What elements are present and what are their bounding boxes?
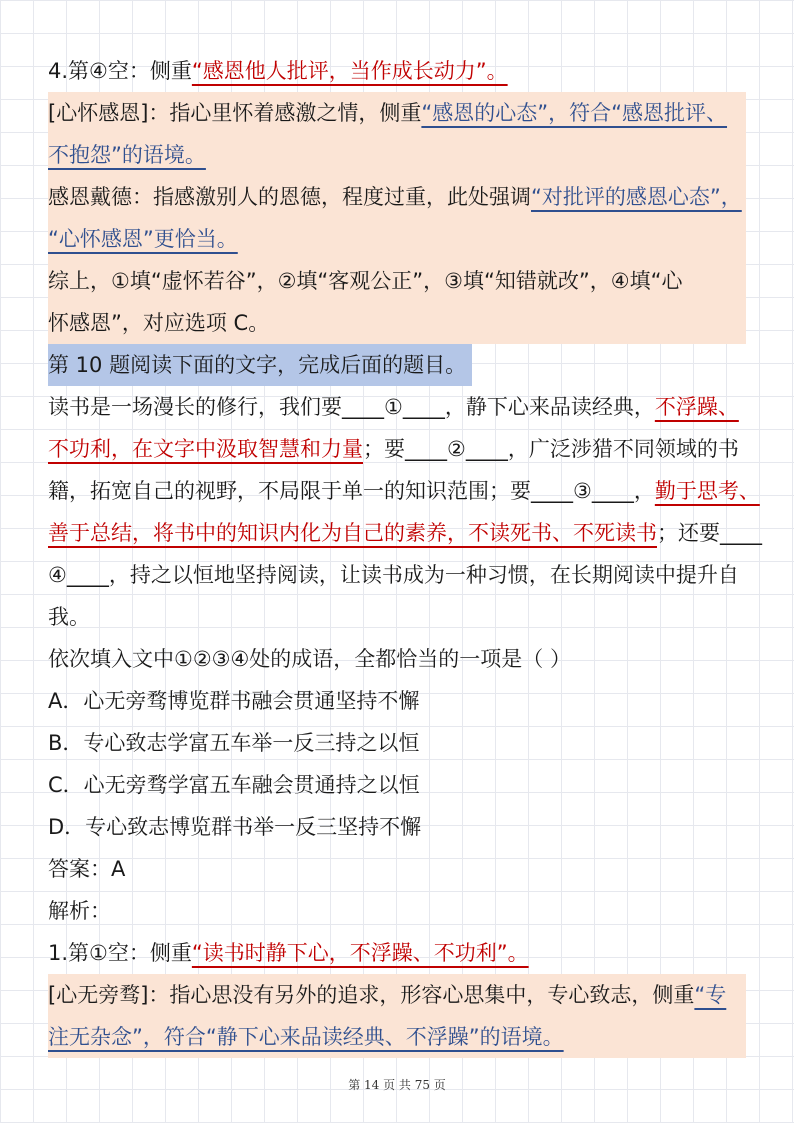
passage-line: ④____，持之以恒地坚持阅读，让读书成为一种习惯，在长期阅读中提升自 — [48, 563, 739, 587]
page-number: 第 14 页 共 75 页 — [348, 1078, 446, 1092]
document-page — [48, 50, 762, 1058]
idiom-line: 感恩戴德：指感激别人的恩德，程度过重，此处强调“对批评的感恩心态”， — [48, 185, 742, 209]
question-heading: 第 10 题阅读下面的文字，完成后面的题目。 — [48, 344, 746, 386]
passage-line: 读书是一场漫长的修行，我们要____①____，静下心来品读经典，不浮躁、 — [48, 395, 739, 419]
answer-line: 答案：A — [48, 857, 126, 881]
idiom-line: 不抱怨”的语境。 — [48, 143, 206, 167]
idiom-explanation-block-2 — [48, 974, 746, 1058]
idiom-line: [心无旁骛]：指心思没有另外的追求，形容心思集中，专心致志，侧重“专 — [48, 983, 727, 1007]
passage-line: 善于总结，将书中的知识内化为自己的素养，不读死书、不死读书；还要____ — [48, 521, 762, 545]
option-a: A．心无旁骛博览群书融会贯通坚持不懈 — [48, 689, 420, 713]
analysis-label: 解析： — [48, 899, 111, 923]
option-d: D．专心致志博览群书举一反三坚持不懈 — [48, 815, 422, 839]
idiom-line: 注无杂念”，符合“静下心来品读经典、不浮躁”的语境。 — [48, 1025, 564, 1049]
passage-line: 籍，拓宽自己的视野，不局限于单一的知识范围；要____③____，勤于思考、 — [48, 479, 760, 503]
idiom-line: [心怀感恩]：指心里怀着感激之情，侧重“感恩的心态”，符合“感恩批评、 — [48, 101, 728, 125]
summary-line: 综上，①填“虚怀若谷”，②填“客观公正”，③填“知错就改”，④填“心 — [48, 269, 683, 293]
passage-line: 我。 — [48, 605, 90, 629]
question-prompt: 依次填入文中①②③④处的成语，全都恰当的一项是（ ） — [48, 647, 571, 671]
analysis-line-blank1: 1.第①空：侧重“读书时静下心，不浮躁、不功利”。 — [48, 941, 529, 965]
idiom-explanation-block-1 — [48, 92, 746, 344]
analysis-line-blank4: 4.第④空：侧重“感恩他人批评，当作成长动力”。 — [48, 59, 508, 83]
idiom-line: “心怀感恩”更恰当。 — [48, 227, 238, 251]
summary-line: 怀感恩”，对应选项 C。 — [48, 311, 270, 335]
passage-line: 不功利，在文字中汲取智慧和力量；要____②____，广泛涉猎不同领域的书 — [48, 437, 739, 461]
option-b: B．专心致志学富五车举一反三持之以恒 — [48, 731, 420, 755]
option-c: C．心无旁骛学富五车融会贯通持之以恒 — [48, 773, 420, 797]
